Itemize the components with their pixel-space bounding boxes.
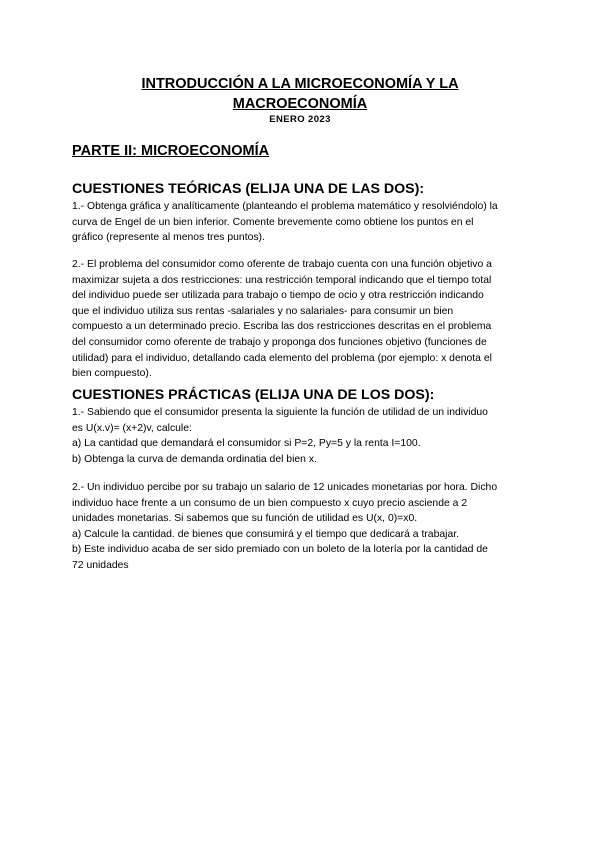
text-line: que el individuo utiliza sus rentas -salariales y no salariales- para consumir un bien: [72, 305, 454, 317]
text-line: unidades monetarias. Si sabemos que su función de utilidad es U(x, 0)=x0.: [72, 513, 418, 525]
text-line: a) La cantidad que demandará el consumidor si P=2, Py=5 y la renta I=100.: [72, 438, 421, 450]
text-line: 72 unidades: [72, 559, 129, 571]
text-line: b) Este individuo acaba de ser sido premiado con un boleto de la lotería por la cantidad de: [72, 544, 488, 556]
title-line-2: MACROECONOMÍA: [232, 96, 368, 112]
practice-question-2: [72, 480, 532, 574]
text-line: 1.- Obtenga gráfica y analíticamente (planteando el problema matemático y resolviéndolo) la: [72, 201, 498, 212]
text-line: individuo hace frente a un consumo de un bien compuesto x cuyo precio asciende a 2: [72, 497, 468, 509]
theory-heading: CUESTIONES TEÓRICAS (ELIJA UNA DE LAS DOS):: [72, 181, 425, 197]
text-line: del consumidor como oferente de trabajo y proponga dos funciones objetivo (funciones de: [72, 336, 487, 348]
text-line: 2.- Un individuo percibe por su trabajo un salario de 12 unicades monetarias por hora. Dicho: [72, 482, 498, 493]
theory-question-2: [72, 257, 532, 382]
text-line: curva de Engel de un bien inferior. Comente brevemente como obtiene los puntos en el: [72, 216, 474, 228]
text-line: gráfico (represente al menos tres puntos).: [72, 232, 265, 244]
text-line: 2.- El problema del consumidor como oferente de trabajo cuenta con una función objetivo a: [72, 259, 492, 270]
text-line: es U(x.v)= (x+2)v, calcule:: [72, 422, 192, 434]
practice-heading: CUESTIONES PRÁCTICAS (ELIJA UNA DE LOS DOS):: [72, 387, 435, 403]
part-title: PARTE II: MICROECONOMÍA: [72, 143, 270, 159]
text-line: maximizar sujeta a dos restricciones: una restricción temporal indicando que el tiempo total: [72, 274, 492, 286]
title-line-1: INTRODUCCIÓN A LA MICROECONOMÍA Y LA: [141, 76, 459, 92]
text-line: 1.- Sabiendo que el consumidor presenta la siguiente la función de utilidad de un individuo: [72, 407, 488, 418]
document-title: [100, 74, 500, 114]
theory-question-1: [72, 199, 532, 246]
text-line: compuesto a un determinado precio. Escriba las dos restricciones descritas en el problema: [72, 321, 492, 333]
text-line: bien compuesto).: [72, 368, 152, 380]
text-line: del individuo puede ser utilizada para trabajo o tiempo de ocio y otra restricción indicando: [72, 290, 484, 302]
text-line: b) Obtenga la curva de demanda ordinatia del bien x.: [72, 453, 317, 465]
text-line: utilidad) para el individuo, detallando cada elemento del problema (por ejemplo: x denota el: [72, 352, 492, 364]
practice-question-1: [72, 405, 532, 467]
exam-date: ENERO 2023: [269, 114, 331, 125]
text-line: a) Calcule la cantidad. de bienes que consumirá y el tiempo que dedicará a trabajar.: [72, 528, 459, 540]
